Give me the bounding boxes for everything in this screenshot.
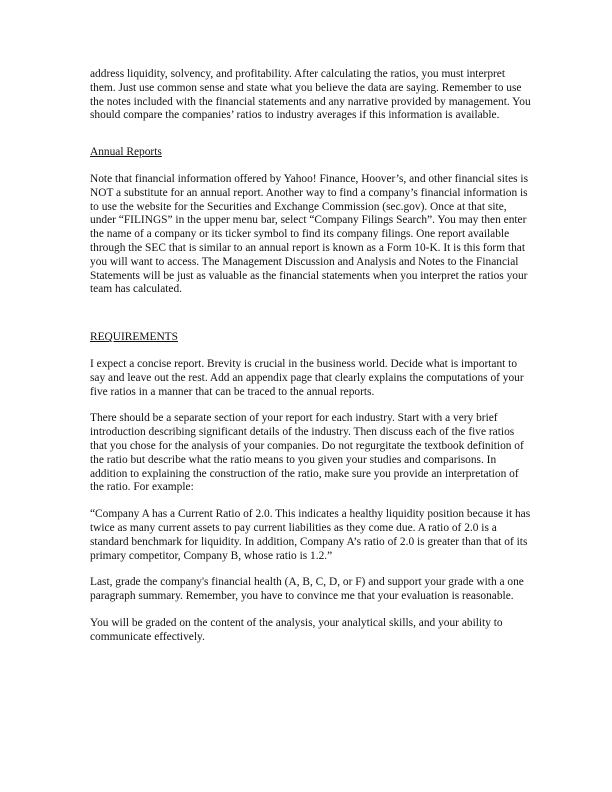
spacer <box>90 160 532 173</box>
spacer <box>90 563 532 576</box>
intro-paragraph: address liquidity, solvency, and profitability. After calculating the ratios, you must interpret them. Just use common sense and state what you believe the data are saying. Remember to use the notes included with the financial statements and any narrative provided by management. You should compare the companies’ ratios to industry averages if this information is available. <box>90 68 531 122</box>
annual-reports-paragraph: Note that financial information offered by Yahoo! Finance, Hoover’s, and other financial sites is NOT a substitute for an annual report. Another way to find a company’s financial information is to use the website for the Securities and Exchange Commission (sec.gov). Once at that site, under “FILINGS” in the upper menu bar, select “Company Filings Search”. You may then enter the name of a company or its ticker symbol to find its company filings. One report available through the SEC that is similar to an annual report is known as a Form 10-K. It is this form that you will want to access. The Management Discussion and Analysis and Notes to the Financial Statements will be just as valuable as the financial statements when you interpret the ratios your team has calculated. <box>90 172 529 296</box>
spacer <box>90 123 532 146</box>
spacer <box>90 399 532 412</box>
annual-reports-heading: Annual Reports <box>90 146 162 159</box>
spacer <box>90 297 532 331</box>
requirements-heading: REQUIREMENTS <box>90 331 178 344</box>
requirements-paragraph-sections: There should be a separate section of your report for each industry. Start with a very brief introduction describing significant details of the industry. Then discuss each of the five ratios that you chose for the analysis of your companies. Do not regurgitate the textbook definition of the ratio but describe what the ratio means to you given your studies and comparisons. In addition to explaining the construction of the ratio, make sure you provide an interpretation of the ratio. For example: <box>90 412 524 494</box>
spacer <box>90 495 532 508</box>
requirements-paragraph-evaluation: You will be graded on the content of the analysis, your analytical skills, and your ability to communicate effectively. <box>90 616 503 643</box>
spacer <box>90 345 532 358</box>
spacer <box>90 604 532 617</box>
requirements-paragraph-example: “Company A has a Current Ratio of 2.0. This indicates a healthy liquidity position because it has twice as many current assets to pay current liabilities as they come due. A ratio of 2.0 is a standard benchmark for liquidity. In addition, Company A’s ratio of 2.0 is greater than that of its primary competitor, Company B, whose ratio is 1.2.” <box>90 508 531 562</box>
requirements-paragraph-grading: Last, grade the company's financial health (A, B, C, D, or F) and support your grade with a one paragraph summary. Remember, you have to convince me that your evaluation is reasonable. <box>90 576 524 603</box>
document-page <box>90 68 532 645</box>
requirements-paragraph-brevity: I expect a concise report. Brevity is crucial in the business world. Decide what is important to say and leave out the rest. Add an appendix page that clearly explains the computations of your five ratios in a manner that can be traced to the annual reports. <box>90 357 524 398</box>
